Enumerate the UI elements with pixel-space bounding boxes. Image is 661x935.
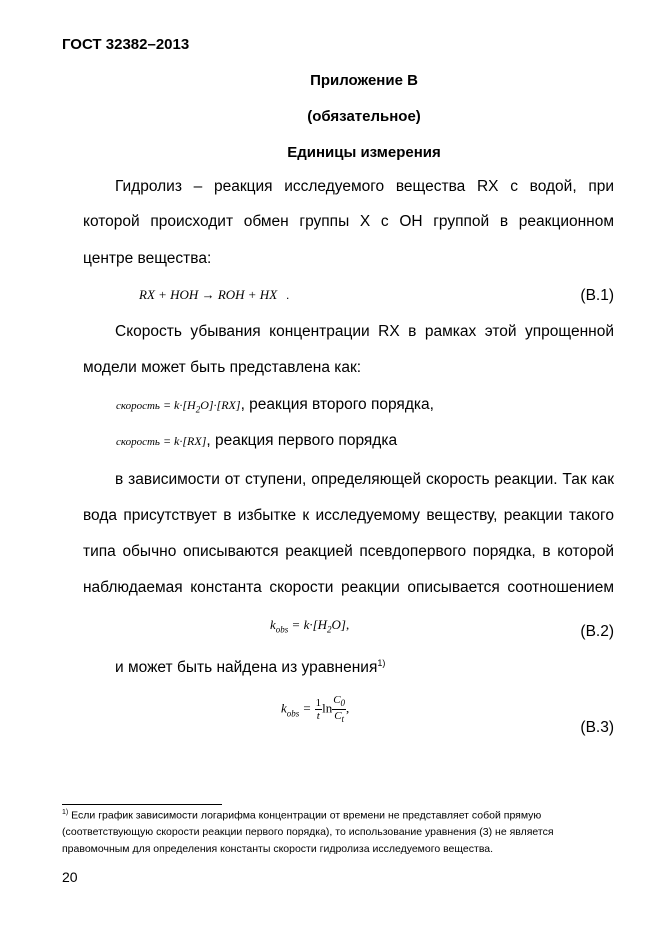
rate-equation-first-order: скорость = k·[RX], реакция первого порядка [116,432,398,449]
paragraph-line: которой происходит обмен группы X с OH группой в реакционном [83,213,614,230]
footnote-line: правомочным для определения константы скорости гидролиза исследуемого вещества. [62,843,494,855]
footnote-line: (соответствующую скорости реакции первого порядка), то использование уравнения (3) не является [62,826,554,838]
footnote-marker: 1) [62,809,69,816]
equation-period: . [286,288,290,302]
paragraph-line: в зависимости от ступени, определяющей скорость реакции. Так как [115,471,614,488]
equation-number-b2: (В.2) [580,623,614,640]
footnote-reference: 1) [377,658,386,668]
equation-b3: $k_{obs}$ = $\frac{1}{t}$ ln $\frac{C_0}{C_t}$ , [281,694,350,725]
equation-number-b1: (В.1) [580,287,614,304]
rate-equation-label: , реакция первого порядка [206,432,398,449]
document-header: ГОСТ 32382–2013 [62,36,190,53]
appendix-status: (обязательное) [307,108,421,125]
rate-word: скорость [116,436,160,448]
equation-number-b3: (В.3) [580,719,614,736]
paragraph-line: центре вещества: [83,250,212,267]
appendix-heading: Единицы измерения [287,144,441,161]
equation-b1: RX + HOH → ROH + HX [139,287,278,302]
rate-word: скорость [116,400,160,412]
footnote-separator [62,804,222,805]
paragraph-line [115,658,646,677]
paragraph-text: и может быть найдена из уравнения [115,659,378,677]
appendix-title: Приложение В [310,72,418,89]
paragraph-line: модели может быть представлена как: [83,359,362,376]
footnote-line [62,809,541,822]
page-number: 20 [62,869,78,885]
paragraph-line: типа обычно описываются реакцией псевдопервого порядка, в которой [83,543,614,560]
rate-equation-label: , реакция второго порядка, [240,396,434,413]
rate-equation-second-order: скорость = $k\cdot[H_2O]\cdot[RX]$, реакция второго порядка, [116,396,434,415]
paragraph-line: Скорость убывания концентрации RX в рамках этой упрощенной [115,323,614,340]
paragraph-line: наблюдаемая константа скорости реакции описывается соотношением [83,579,614,596]
paragraph-line: Гидролиз – реакция исследуемого вещества RX с водой, при [115,178,614,195]
paragraph-line: вода присутствует в избытке к исследуемому веществу, реакции такого [83,507,614,524]
footnote-text: Если график зависимости логарифма концентрации от времени не представляет собой прямую [71,809,542,822]
equation-b2: $k_{obs} = k\cdot[H_2O]$, [270,617,350,635]
